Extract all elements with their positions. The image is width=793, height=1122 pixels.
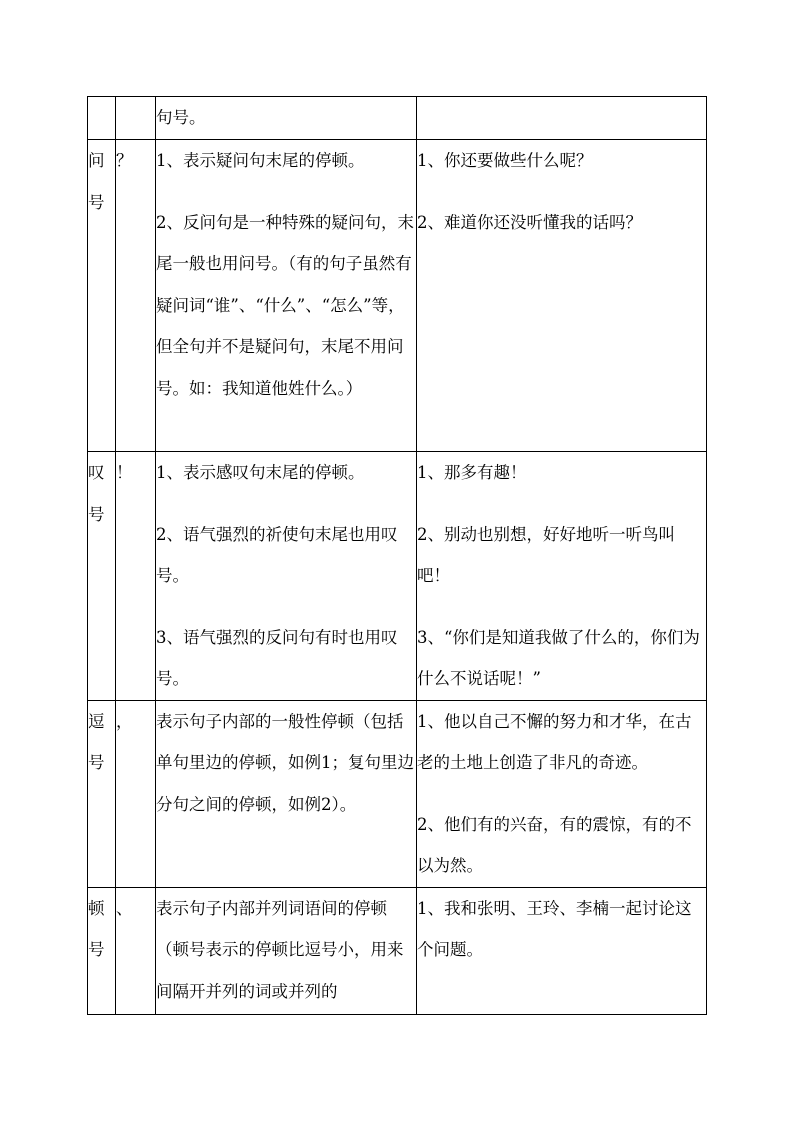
punct-name-char: 号 [88, 504, 105, 524]
punct-symbol-cell [116, 97, 156, 140]
usage-cell [156, 452, 417, 701]
usage-text: 表示句子内部并列词语间的停顿（顿号表示的停顿比逗号小，用来间隔开并列的词或并列的 [156, 898, 404, 1001]
example-text: 3、“你们是知道我做了什么的，你们为什么不说话呢！” [417, 627, 700, 688]
table-row [88, 97, 707, 140]
usage-text: 2、语气强烈的祈使句末尾也用叹号。 [156, 524, 398, 585]
punct-symbol-cell: ， [116, 700, 156, 887]
example-text: 1、你还要做些什么呢？ [417, 151, 593, 170]
usage-text: 2、反问句是一种特殊的疑问句，末尾一般也用问号。（有的句子虽然有疑问词“谁”、“什么”、“怎么”等，但全句并不是疑问句，末尾不用问号。如：我知道他姓什么。） [156, 212, 414, 398]
punct-name-char: 顿 [88, 898, 105, 918]
punct-name-char: 号 [88, 192, 105, 212]
example-cell [417, 887, 707, 1014]
usage-text: 1、表示感叹句末尾的停顿。 [156, 463, 365, 482]
example-cell [417, 140, 707, 452]
example-cell [417, 452, 707, 701]
punct-symbol-cell: ？ [116, 140, 156, 452]
example-text: 1、他以自己不懈的努力和才华，在古老的土地上创造了非凡的奇迹。 [417, 711, 692, 772]
usage-text: 表示句子内部的一般性停顿（包括单句里边的停顿，如例1；复句里边分句之间的停顿，如例2）。 [156, 711, 414, 814]
table-row [88, 887, 707, 1014]
punct-name-char: 逗 [88, 711, 105, 731]
usage-cell [156, 140, 417, 452]
example-text: 1、那多有趣！ [417, 463, 527, 482]
usage-cell [156, 97, 417, 140]
example-text: 2、难道你还没听懂我的话吗？ [417, 212, 642, 232]
punct-name-char: 号 [88, 940, 105, 959]
punct-name-cell [88, 700, 116, 887]
punct-name-char: 问 [88, 151, 105, 170]
table-row [88, 700, 707, 887]
usage-cell [156, 700, 417, 887]
example-text: 2、别动也别想，好好地听一听鸟叫吧！ [417, 524, 675, 585]
punctuation-table [87, 96, 707, 1015]
punct-name-cell [88, 887, 116, 1014]
table-row [88, 452, 707, 701]
example-cell [417, 700, 707, 887]
usage-cell [156, 887, 417, 1014]
punct-symbol-cell: 、 [116, 887, 156, 1014]
example-text: 1、我和张明、王玲、李楠一起讨论这个问题。 [417, 898, 692, 959]
punct-symbol-cell: ！ [116, 452, 156, 701]
punct-name-cell [88, 140, 116, 452]
example-cell [417, 97, 707, 140]
example-text: 2、他们有的兴奋，有的震惊，有的不以为然。 [417, 814, 692, 875]
punct-name-cell [88, 97, 116, 140]
punct-name-char: 叹 [88, 463, 105, 482]
table-row [88, 140, 707, 452]
usage-text: 句号。 [156, 108, 206, 127]
usage-text: 3、语气强烈的反问句有时也用叹号。 [156, 627, 398, 688]
usage-text: 1、表示疑问句末尾的停顿。 [156, 151, 365, 170]
punct-name-char: 号 [88, 753, 105, 772]
punct-name-cell [88, 452, 116, 701]
